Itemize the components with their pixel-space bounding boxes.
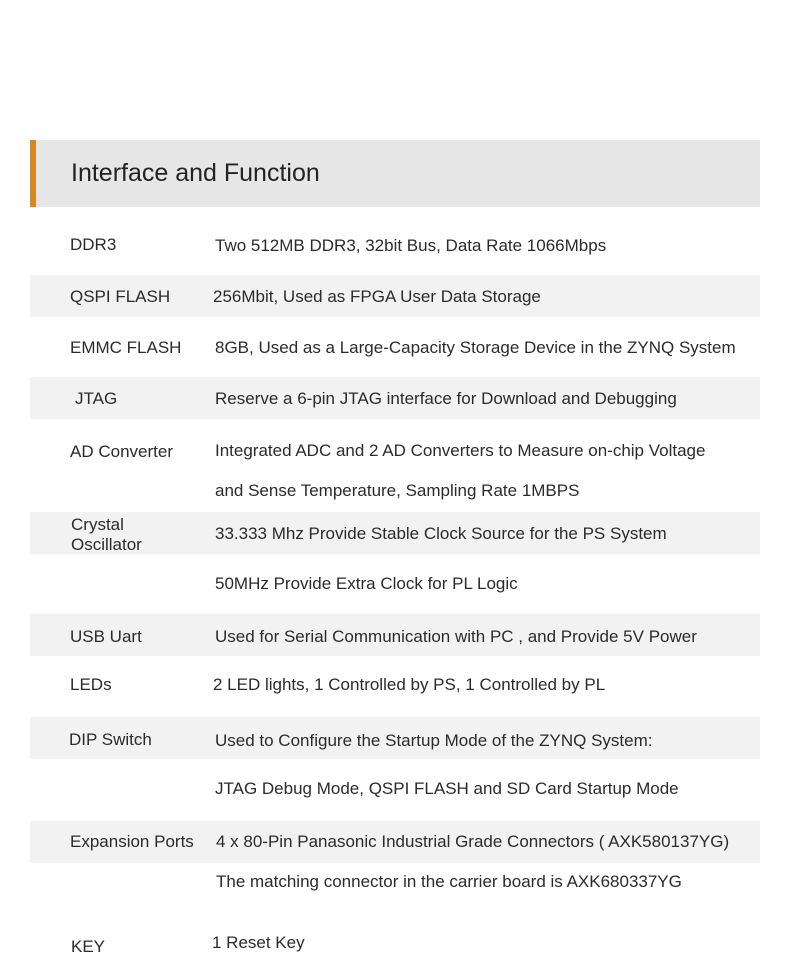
row-label-qspi: QSPI FLASH	[70, 287, 171, 306]
row-label-crystal: Crystal	[71, 515, 124, 534]
row-label-dip: DIP Switch	[69, 730, 152, 749]
row-value-adc-1: Integrated ADC and 2 AD Converters to Measure on-chip Voltage	[215, 441, 706, 460]
row-value-adc-2: and Sense Temperature, Sampling Rate 1MBPS	[215, 481, 580, 500]
row-value-leds: 2 LED lights, 1 Controlled by PS, 1 Controlled by PL	[213, 675, 606, 694]
row-label-ddr3: DDR3	[70, 235, 117, 254]
row-value-expansion-2: The matching connector in the carrier board is AXK680337YG	[216, 872, 682, 891]
row-label-expansion: Expansion Ports	[70, 832, 194, 851]
row-label-emmc: EMMC FLASH	[70, 338, 182, 357]
row-label-oscillator: Oscillator	[71, 535, 142, 554]
row-label-key: KEY	[71, 937, 106, 956]
row-label-usb: USB Uart	[70, 627, 142, 646]
row-value-key: 1 Reset Key	[212, 933, 305, 952]
row-value-crystal-2: 50MHz Provide Extra Clock for PL Logic	[215, 574, 518, 593]
accent-bar	[30, 140, 36, 207]
row-value-jtag: Reserve a 6-pin JTAG interface for Download and Debugging	[215, 389, 677, 408]
row-value-crystal-1: 33.333 Mhz Provide Stable Clock Source for the PS System	[215, 524, 667, 543]
row-value-dip-2: JTAG Debug Mode, QSPI FLASH and SD Card Startup Mode	[215, 779, 679, 798]
row-label-leds: LEDs	[70, 675, 112, 694]
section-header	[30, 140, 760, 207]
row-label-adc: AD Converter	[70, 442, 173, 461]
row-value-expansion-1: 4 x 80-Pin Panasonic Industrial Grade Connectors ( AXK580137YG)	[216, 832, 730, 851]
row-value-ddr3: Two 512MB DDR3, 32bit Bus, Data Rate 1066Mbps	[215, 236, 607, 255]
row-value-dip-1: Used to Configure the Startup Mode of the ZYNQ System:	[215, 731, 653, 750]
row-value-qspi: 256Mbit, Used as FPGA User Data Storage	[213, 287, 541, 306]
row-value-emmc: 8GB, Used as a Large-Capacity Storage Device in the ZYNQ System	[215, 338, 736, 357]
section-title: Interface and Function	[71, 159, 320, 187]
row-label-jtag: JTAG	[75, 389, 118, 408]
row-value-usb: Used for Serial Communication with PC , and Provide 5V Power	[215, 627, 697, 646]
